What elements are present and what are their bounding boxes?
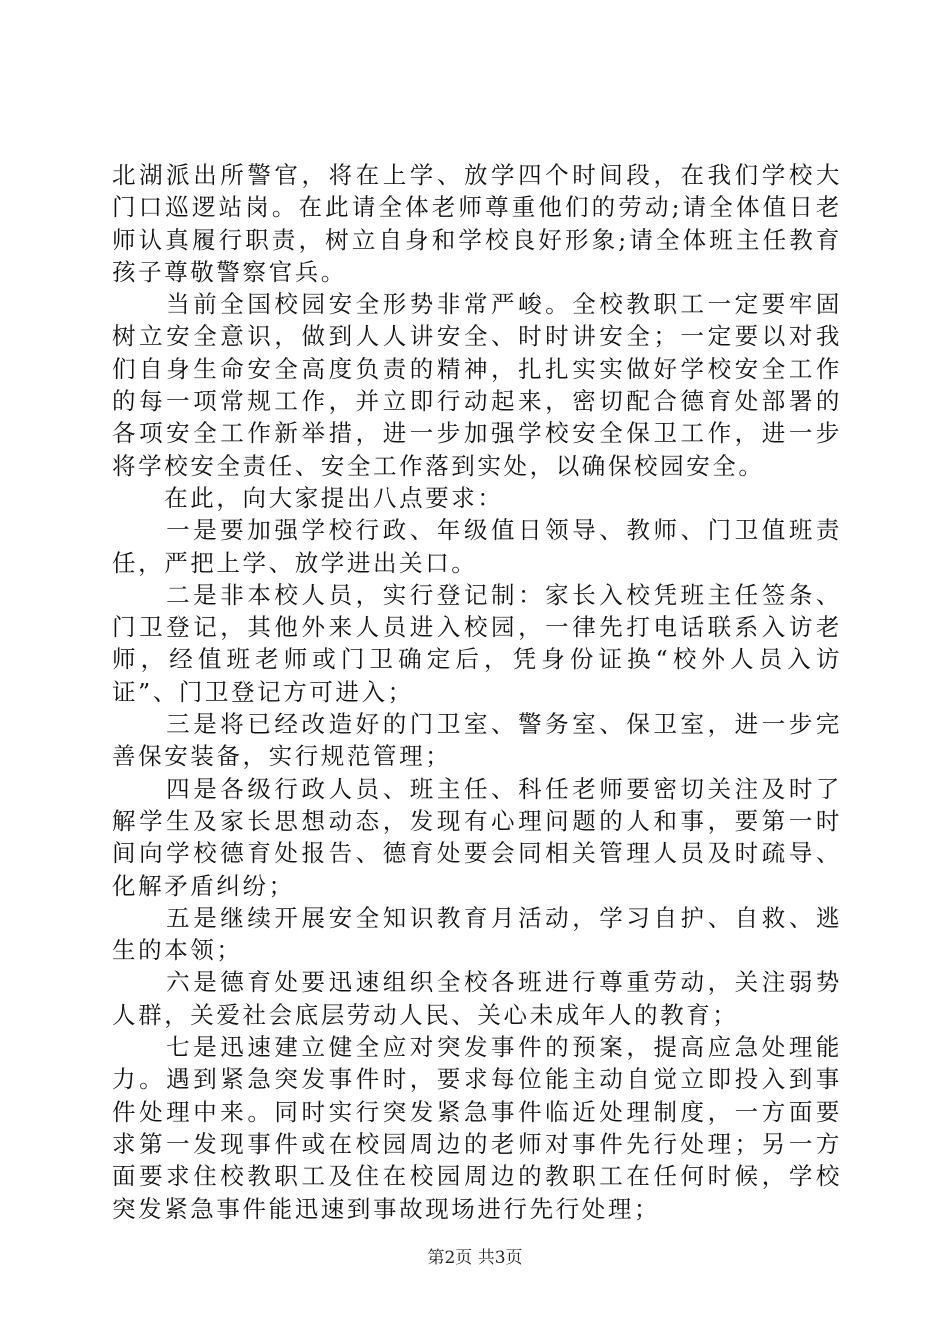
paragraph-police-patrol: 北湖派出所警官，将在上学、放学四个时间段，在我们学校大门口巡逻站岗。在此请全体老师尊重他们的劳动;请全体值日老师认真履行职责，树立自身和学校良好形象;请全体班主任教育孩子尊敬警察官兵。: [112, 161, 842, 286]
paragraph-requirement-5: 五是继续开展安全知识教育月活动，学习自护、自救、逃生的本领；: [112, 903, 842, 965]
paragraph-requirement-2: 二是非本校人员，实行登记制：家长入校凭班主任签条、门卫登记，其他外来人员进入校园，一律先打电话联系入访老师，经值班老师或门卫确定后，凭身份证换“校外人员入访证”、门卫登记方可进入；: [112, 580, 842, 706]
paragraph-requirements-intro: 在此，向大家提出八点要求：: [112, 483, 504, 512]
paragraph-safety-situation: 当前全国校园安全形势非常严峻。全校教职工一定要牢固树立安全意识，做到人人讲安全、时时讲安全；一定要以对我们自身生命安全高度负责的精神，扎扎实实做好学校安全工作的每一项常规工作，并立即行动起来，密切配合德育处部署的各项安全工作新举措，进一步加强学校安全保卫工作，进一步将学校安全责任、安全工作落到实处，以确保校园安全。: [112, 290, 842, 480]
page-number-footer: 第2页 共3页: [427, 1248, 523, 1268]
paragraph-requirement-1: 一是要加强学校行政、年级值日领导、教师、门卫值班责任，严把上学、放学进出关口。: [112, 516, 842, 577]
paragraph-requirement-7: 七是迅速建立健全应对突发事件的预案，提高应急处理能力。遇到紧急突发事件时，要求每位能主动自觉立即投入到事件处理中来。同时实行突发紧急事件临近处理制度，一方面要求第一发现事件或在校园周边的老师对事件先行处理；另一方面要求住校教职工及住在校园周边的教职工在任何时候，学校突发紧急事件能迅速到事故现场进行先行处理；: [112, 1033, 842, 1223]
paragraph-requirement-6: 六是德育处要迅速组织全校各班进行尊重劳动，关注弱势人群，关爱社会底层劳动人民、关心未成年人的教育；: [112, 968, 842, 1029]
paragraph-requirement-4: 四是各级行政人员、班主任、科任老师要密切关注及时了解学生及家长思想动态，发现有心理问题的人和事，要第一时间向学校德育处报告、德育处要会同相关管理人员及时疏导、化解矛盾纠纷；: [112, 774, 842, 900]
paragraph-requirement-3: 三是将已经改造好的门卫室、警务室、保卫室，进一步完善保安装备，实行规范管理；: [112, 710, 842, 771]
document-body: [112, 159, 842, 1225]
